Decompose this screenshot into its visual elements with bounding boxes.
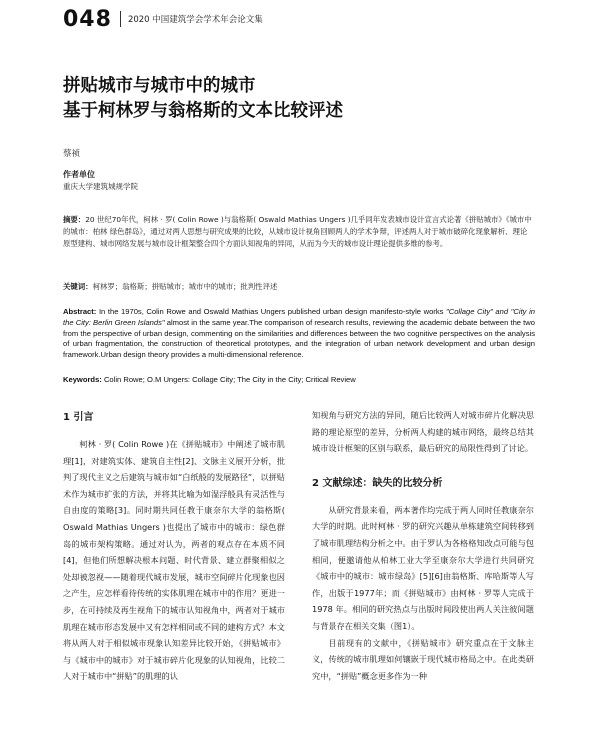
title-line-1: 拼贴城市与城市中的城市 — [63, 76, 256, 96]
body-column-left — [63, 405, 285, 685]
abstract-cn-label: 摘要： — [63, 215, 86, 224]
title-line-2: 基于柯林罗与翁格斯的文本比较评述 — [63, 101, 343, 121]
affiliation-label: 作者单位 — [63, 170, 95, 179]
abstract-en-italic-titles: "Collage City" and "City in the City: Berlin Green Islands" — [63, 307, 535, 327]
keywords-cn-text: 柯林罗；翁格斯；拼贴城市；城市中的城市；批判性评述 — [92, 282, 278, 291]
section-1-paragraph-continued: 知视角与研究方法的异同，随后比较两人对城市碎片化解决思路的理论原型的差异，分析两人构建的城市网络，最终总结其城市设计框架的区别与联系，最后研究的局限性得到了讨论。 — [312, 410, 534, 454]
section-2-paragraph-1: 从研究背景来看，两本著作均完成于两人同时任教康奈尔大学的时期。此时柯林 · 罗的研究兴趣从单栋建筑空间转移到了城市肌理结构分析之中。由于罗认为各格格知改点可能与包相同，便邀请他从柏林工业大学至康奈尔大学进行共同研究《城市中的城市：城市绿岛》[5][6]由翁格斯、库哈斯等人写作，出版于1977年；而《拼贴城市》由柯林 · 罗等人完成于1978 年。相同的研究热点与出版时间段使出两人关注彼间题与背景存在相关交集（图1）。 — [312, 504, 534, 631]
abstract-cn — [63, 214, 533, 251]
section-2-paragraph-2: 目前现有的文献中，《拼贴城市》研究重点在于文脉主义，传统的城市肌理如何镶嵌于现代城市格局之中。在此类研究中，“拼贴”概念更多作为一种 — [312, 637, 534, 681]
abstract-cn-text: 20 世纪70年代，柯林 · 罗( Colin Rowe )与翁格斯( Oswald Mathias Ungers )几乎同年发表城市设计宣言式论著《拼贴城市》《城市中的城市：柏林 绿色群岛》，通过对两人思想与研究成果的比较，从城市设计视角回顾两人的学术争辩，评述两人对于城市破碎化现象解析、理论原型建构、城市网络发展与城市设计框架整合四个方面认知视角的异同，从而为今天的城市设计理论提供多维的参考。 — [63, 215, 532, 249]
journal-name: 2020 中国建筑学会学术年会论文集 — [127, 15, 263, 25]
abstract-en-label: Abstract: — [63, 307, 97, 316]
section-gap — [312, 457, 534, 471]
keywords-cn — [63, 281, 533, 292]
author-name: 蔡祯 — [63, 149, 81, 159]
keywords-en-text: Colin Rowe; O.M Ungers: Collage City; The City in the City; Critical Review — [101, 375, 356, 384]
affiliation-text: 重庆大学建筑城规学院 — [63, 182, 138, 191]
abstract-en-text-b: almost in the same year.The comparison of research results, reviewing the academic debate between the two from the perspective of urban design, commenting on the similarities and differences between the two cognitive perspectives on the analysis of urban fragmentation, the construction of theoretical prototypes, and the integration of urban network development and urban design framework.Urban design theory provides a multi-dimensional reference. — [63, 317, 535, 360]
section-2-heading: 2 文献综述：缺失的比较分析 — [312, 477, 443, 489]
section-1-heading: 1 引言 — [63, 412, 94, 423]
keywords-en-label: Keywords: — [63, 375, 102, 384]
page-number: 048 — [63, 6, 112, 32]
keywords-en — [63, 375, 533, 384]
body-column-right — [312, 407, 534, 684]
abstract-en — [63, 307, 535, 361]
section-1-paragraph: 柯林 · 罗( Colin Rowe )在《拼贴城市》中阐述了城市肌理[1]，对建筑实体、建筑自主性[2]、文脉主义展开分析，批判了现代主义之后建筑与城市如“白纸般的发展路径”，以拼贴术作为城市扩张的方法，并将其比喻为如湿浮般具有灵活性与自由度的策略[3]。同时期共同任教于康奈尔大学的翁格斯( Oswald Mathias Ungers )也提出了城市中的城市：绿色群岛的城市架构策略。通过对认为，两者的观点存在本质不同[4]，但他们所想解决根本问题、时代背景、建立群聚相似之处却被忽视——随着现代城市发展，城市空间碎片化现象也因之产生，应怎样看待传统的实体肌理在城市中的作用？更进一步，在可持续及再生视角下的城市认知视角中，两者对于城市肌理在城市形态发展中又有怎样相同或不同的建构方式？本文将从两人对于相似城市现象认知差异比较开始，《拼贴城市》与《城市中的城市》对于城市碎片化现象的认知视角，比较二人对于城市中“拼贴”的肌理的认 — [63, 439, 285, 682]
running-header — [63, 6, 543, 32]
keywords-cn-label: 关键词： — [63, 282, 93, 291]
abstract-en-text-a: In the 1970s, Colin Rowe and Oswald Mathias Ungers published urban design manifesto-style works — [96, 307, 447, 316]
paper-title — [63, 74, 533, 124]
header-divider — [120, 11, 121, 27]
